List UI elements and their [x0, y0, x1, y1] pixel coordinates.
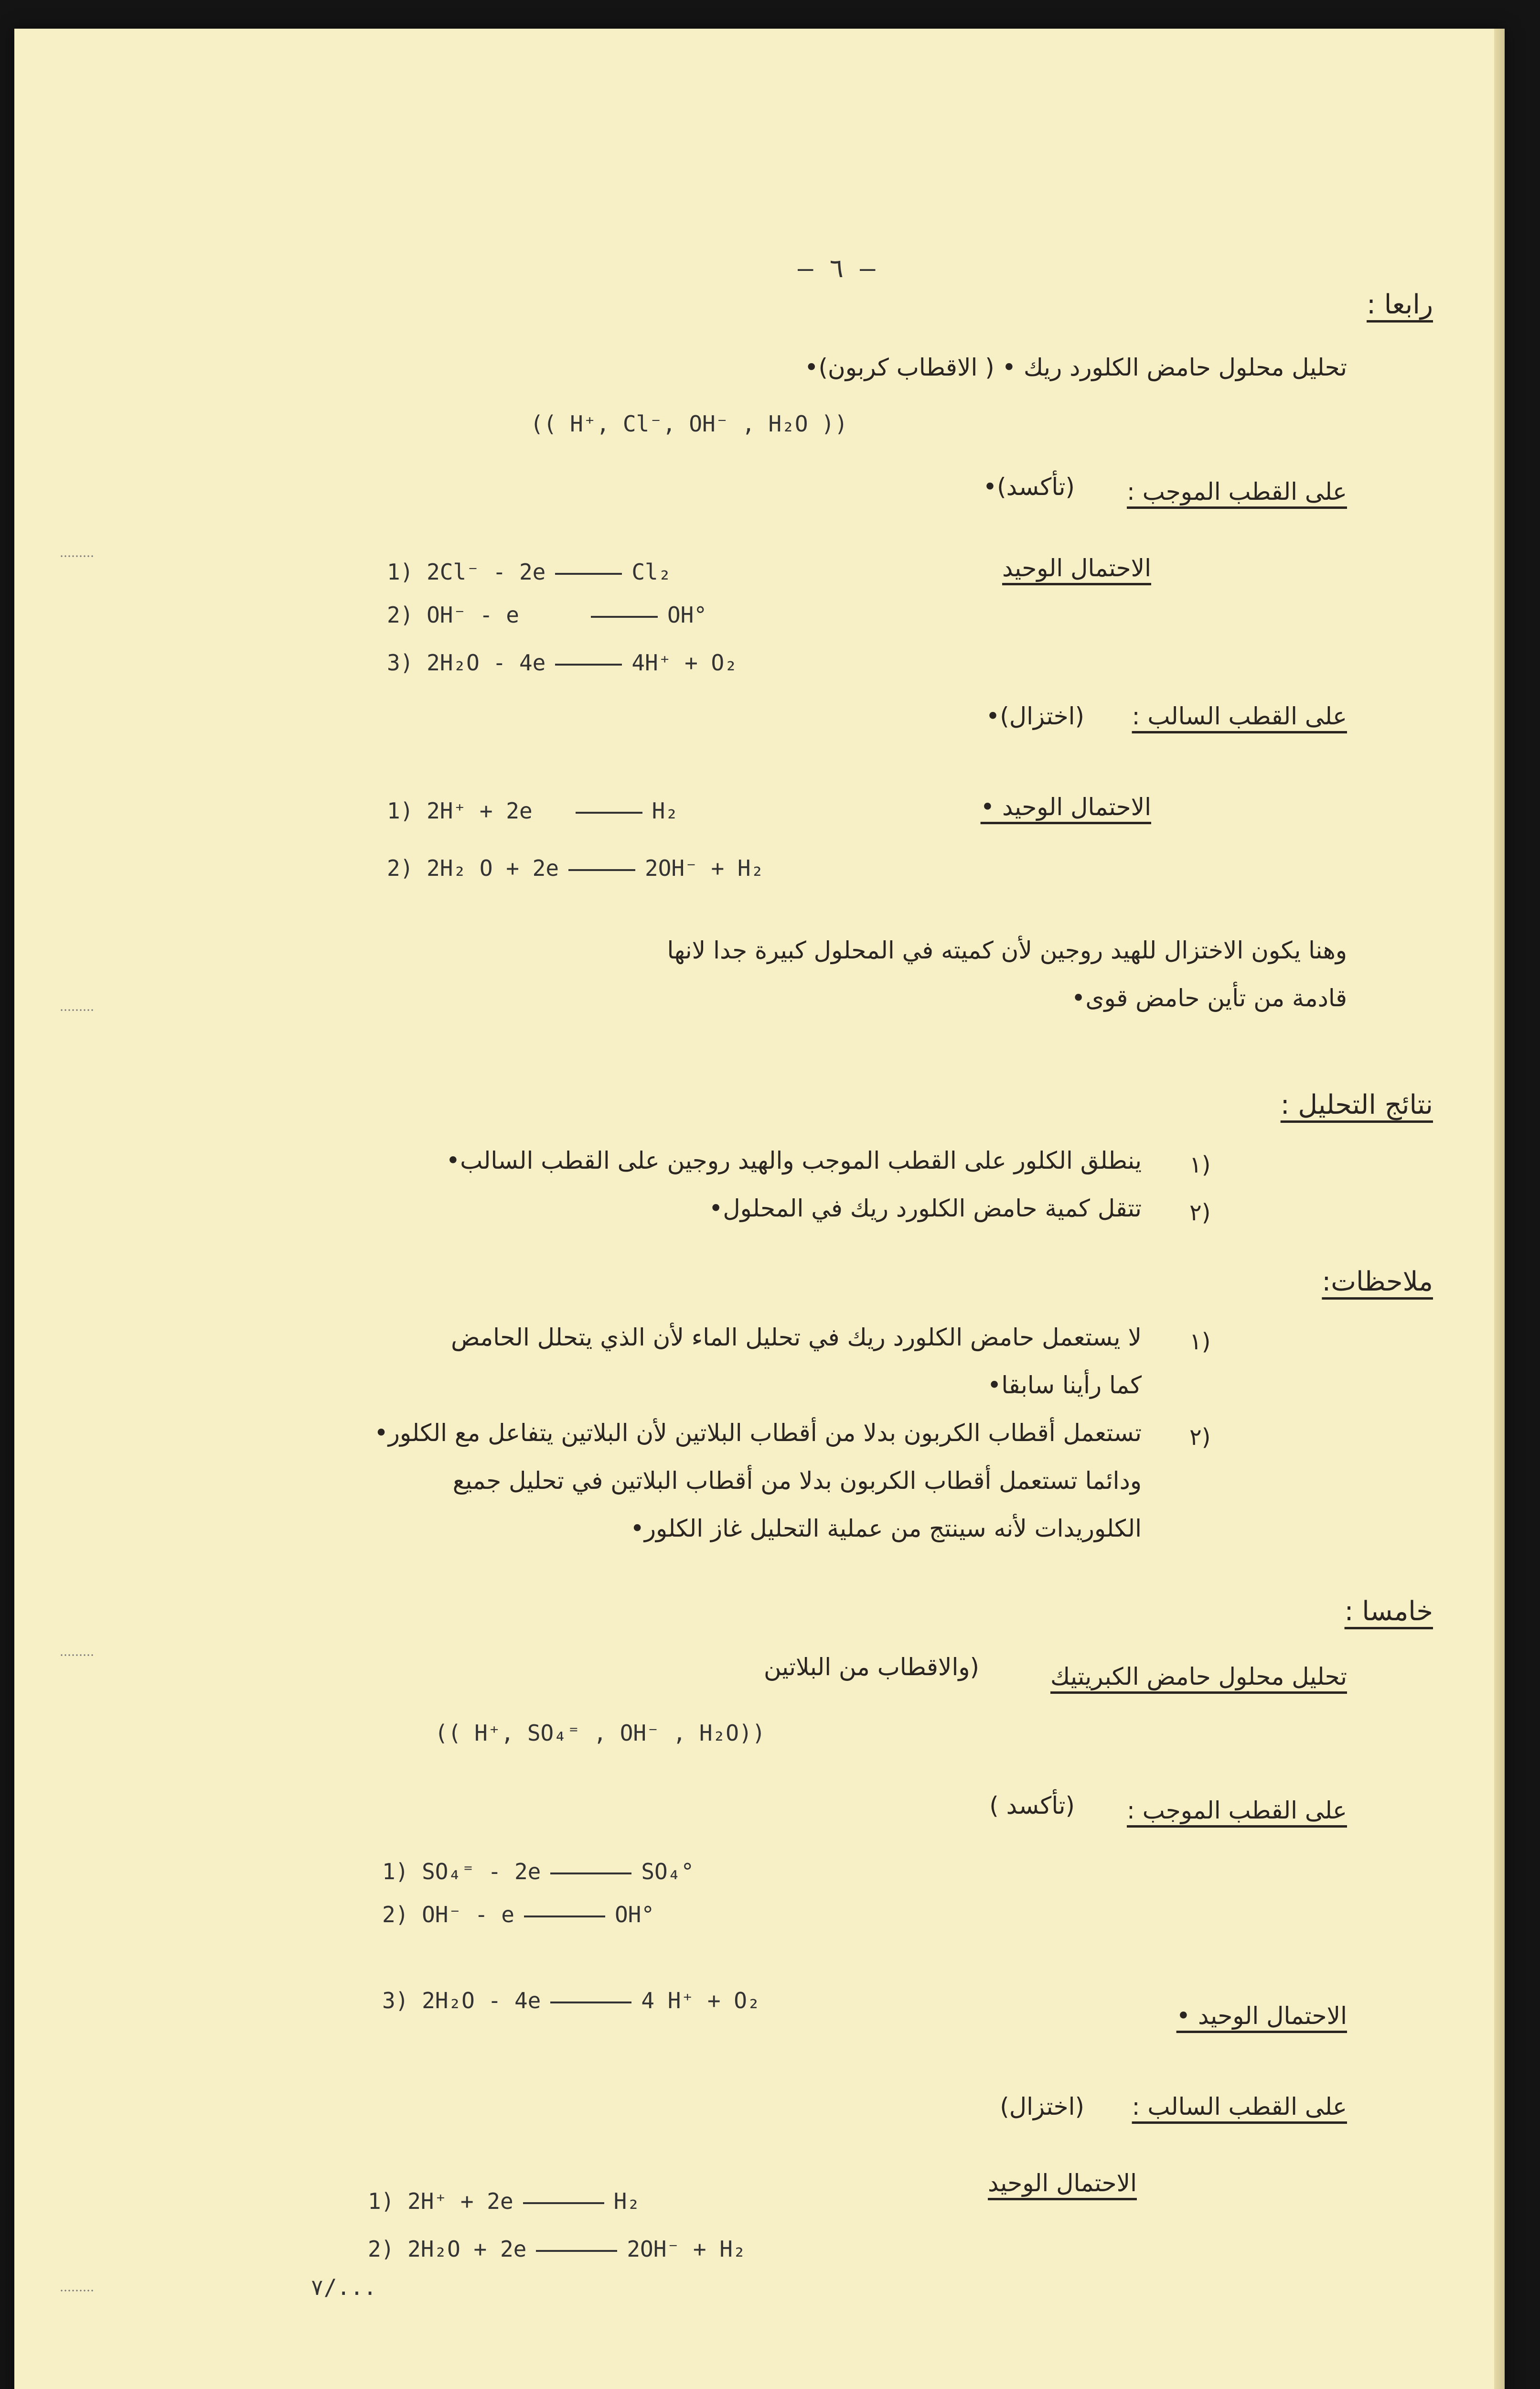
- s4-pos-reaction-1: 1) 2Cl⁻ - 2e Cl₂: [387, 559, 672, 585]
- section4-title: تحليل محلول حامض الكلورد ريك • ( الاقطاب كربون)•: [804, 354, 1347, 381]
- page-number: — ٦ —: [798, 253, 876, 283]
- results-heading: نتائج التحليل :: [1280, 1089, 1433, 1120]
- section5-negative-heading: على القطب السالب :: [1132, 2093, 1347, 2120]
- section4-positive-note: (تأكسد)•: [983, 473, 1075, 501]
- document-page: [14, 29, 1505, 2389]
- section5-title: تحليل محلول حامض الكبريتيك: [1050, 1663, 1347, 1690]
- section4-explanation-2: قادمة من تأين حامض قوى•: [1071, 984, 1347, 1012]
- section5-only-possibility: الاحتمال الوحيد •: [1176, 2002, 1347, 2030]
- notes-item-num: ٢): [1189, 1424, 1211, 1451]
- s5-pos-reaction-3: 3) 2H₂O - 4e 4 H⁺ + O₂: [382, 1988, 760, 2013]
- notes-item2-line2: ودائما تستعمل أقطاب الكربون بدلا من أقطاب البلاتين في تحليل جميع: [452, 1467, 1142, 1495]
- margin-mark: [60, 554, 93, 558]
- section4-negative-note: (اختزال)•: [985, 702, 1084, 730]
- s4-pos-reaction-3: 3) 2H₂O - 4e 4H⁺ + O₂: [387, 650, 738, 676]
- notes-heading: ملاحظات:: [1322, 1266, 1433, 1297]
- notes-item2-line3: الكلوريدات لأنه سينتج من عملية التحليل غاز الكلور•: [630, 1515, 1142, 1542]
- section5-ions: (( H⁺, SO₄⁼ , OH⁻ , H₂O)): [435, 1720, 766, 1746]
- margin-mark: [60, 2289, 93, 2292]
- results-item-num: ٢): [1189, 1199, 1211, 1226]
- s4-neg-reaction-2: 2) 2H₂ O + 2e 2OH⁻ + H₂: [387, 855, 764, 881]
- section4-negative-heading: على القطب السالب :: [1132, 702, 1347, 730]
- section5-negative-note: (اختزال): [1000, 2093, 1084, 2120]
- s5-neg-reaction-1: 1) 2H⁺ + 2e H₂: [368, 2188, 641, 2214]
- section4-heading: رابعا :: [1367, 289, 1433, 320]
- section5-title-note: (والاقطاب من البلاتين: [763, 1653, 979, 1681]
- section4-only-possibility: الاحتمال الوحيد: [1002, 554, 1151, 582]
- results-item-text: تتقل كمية حامض الكلورد ريك في المحلول•: [708, 1194, 1142, 1222]
- s5-neg-reaction-2: 2) 2H₂O + 2e 2OH⁻ + H₂: [368, 2236, 746, 2262]
- section4-ions: (( H⁺, Cl⁻, OH⁻ , H₂O )): [530, 411, 848, 437]
- margin-mark: [60, 1008, 93, 1012]
- notes-item2-line1: تستعمل أقطاب الكربون بدلا من أقطاب البلاتين لأن البلاتين يتفاعل مع الكلور•: [374, 1419, 1142, 1447]
- s4-neg-reaction-1: 1) 2H⁺ + 2e H₂: [387, 798, 679, 824]
- section5-heading: خامسا :: [1344, 1596, 1433, 1627]
- margin-mark: [60, 1653, 93, 1657]
- section5-positive-note: (تأكسد ): [989, 1792, 1075, 1819]
- notes-item1-line1: لا يستعمل حامض الكلورد ريك في تحليل الماء لأن الذي يتحلل الحامض: [451, 1324, 1142, 1351]
- notes-item-num: ١): [1189, 1328, 1211, 1355]
- results-item-num: ١): [1189, 1151, 1211, 1178]
- section5-positive-heading: على القطب الموجب :: [1127, 1797, 1347, 1824]
- s5-pos-reaction-1: 1) SO₄⁼ - 2e SO₄°: [382, 1859, 695, 1884]
- section5-only-possibility-2: الاحتمال الوحيد: [988, 2169, 1137, 2197]
- section4-only-possibility-2: الاحتمال الوحيد •: [980, 793, 1151, 821]
- page-footer: ٧/...: [310, 2274, 377, 2300]
- s4-pos-reaction-2: 2) OH⁻ - e OH°: [387, 602, 707, 628]
- section4-explanation-1: وهنا يكون الاختزال للهيد روجين لأن كميته في المحلول كبيرة جدا لانها: [667, 936, 1347, 964]
- results-item-text: ينطلق الكلور على القطب الموجب والهيد روجين على القطب السالب•: [446, 1147, 1142, 1174]
- section4-positive-heading: على القطب الموجب :: [1127, 478, 1347, 506]
- notes-item1-line2: كما رأينا سابقا•: [987, 1371, 1142, 1399]
- s5-pos-reaction-2: 2) OH⁻ - e OH°: [382, 1902, 655, 1927]
